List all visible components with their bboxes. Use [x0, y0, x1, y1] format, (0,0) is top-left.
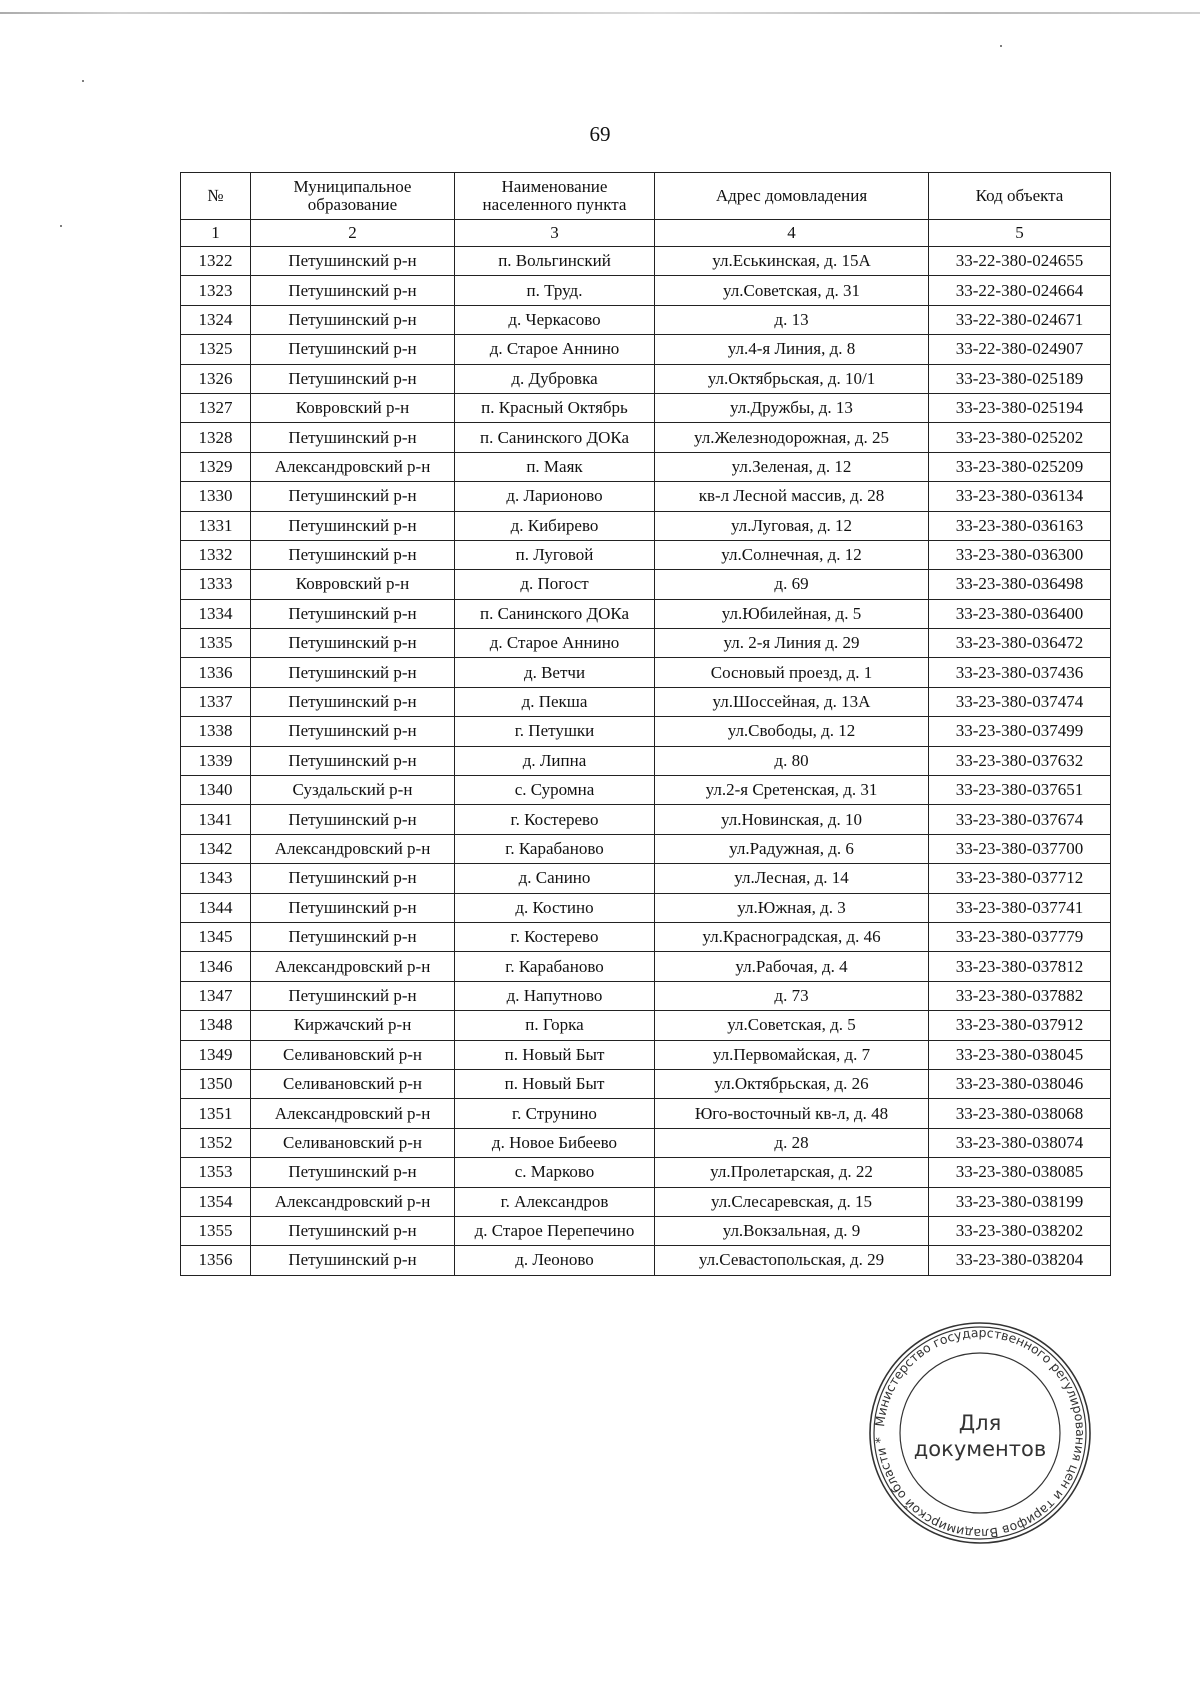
stamp-center-line1: Для: [958, 1411, 1002, 1435]
cell-number: 1327: [181, 393, 251, 422]
cell-settlement: п. Маяк: [455, 452, 655, 481]
cell-address: ул.Пролетарская, д. 22: [655, 1158, 929, 1187]
cell-number: 1328: [181, 423, 251, 452]
cell-number: 1339: [181, 746, 251, 775]
table-row: [181, 305, 1111, 334]
cell-number: 1331: [181, 511, 251, 540]
stamp-ring-text: Министерство государственного регулирования цен и тарифов Владимирской области *: [872, 1324, 1089, 1542]
cell-number: 1324: [181, 305, 251, 334]
cell-settlement: г. Костерево: [455, 922, 655, 951]
scan-speck: [60, 225, 62, 227]
cell-municipality: Петушинский р-н: [251, 540, 455, 569]
cell-address: Юго-восточный кв-л, д. 48: [655, 1099, 929, 1128]
cell-settlement: г. Петушки: [455, 717, 655, 746]
cell-address: ул.Южная, д. 3: [655, 893, 929, 922]
cell-municipality: Петушинский р-н: [251, 1216, 455, 1245]
cell-object-code: 33-23-380-025189: [929, 364, 1111, 393]
header-object-code: Код объекта: [929, 173, 1111, 220]
cell-object-code: 33-23-380-038074: [929, 1128, 1111, 1157]
cell-municipality: Петушинский р-н: [251, 746, 455, 775]
cell-municipality: Петушинский р-н: [251, 482, 455, 511]
cell-object-code: 33-23-380-037912: [929, 1011, 1111, 1040]
cell-object-code: 33-22-380-024671: [929, 305, 1111, 334]
cell-settlement: д. Старое Аннино: [455, 629, 655, 658]
cell-municipality: Петушинский р-н: [251, 687, 455, 716]
cell-municipality: Селивановский р-н: [251, 1128, 455, 1157]
cell-address: ул.Рабочая, д. 4: [655, 952, 929, 981]
cell-object-code: 33-23-380-036400: [929, 599, 1111, 628]
cell-address: ул.Зеленая, д. 12: [655, 452, 929, 481]
cell-settlement: п. Новый Быт: [455, 1040, 655, 1069]
cell-municipality: Петушинский р-н: [251, 423, 455, 452]
column-number-row: [181, 220, 1111, 247]
table-row: [181, 423, 1111, 452]
table-row: [181, 834, 1111, 863]
column-number: 5: [929, 220, 1111, 247]
cell-object-code: 33-23-380-038046: [929, 1069, 1111, 1098]
cell-municipality: Александровский р-н: [251, 452, 455, 481]
cell-number: 1344: [181, 893, 251, 922]
cell-settlement: д. Леоново: [455, 1246, 655, 1275]
cell-object-code: 33-23-380-025194: [929, 393, 1111, 422]
table-row: [181, 540, 1111, 569]
cell-object-code: 33-23-380-037779: [929, 922, 1111, 951]
cell-address: ул.Еськинская, д. 15А: [655, 247, 929, 276]
cell-municipality: Петушинский р-н: [251, 893, 455, 922]
cell-municipality: Александровский р-н: [251, 1099, 455, 1128]
stamp-center-line2: документов: [913, 1437, 1047, 1461]
column-number: 4: [655, 220, 929, 247]
table-row: [181, 1158, 1111, 1187]
cell-settlement: п. Труд.: [455, 276, 655, 305]
table-row: [181, 482, 1111, 511]
cell-number: 1343: [181, 864, 251, 893]
cell-number: 1341: [181, 805, 251, 834]
cell-address: ул. 2-я Линия д. 29: [655, 629, 929, 658]
cell-municipality: Петушинский р-н: [251, 805, 455, 834]
cell-municipality: Петушинский р-н: [251, 864, 455, 893]
cell-settlement: д. Дубровка: [455, 364, 655, 393]
table-row: [181, 1187, 1111, 1216]
cell-number: 1354: [181, 1187, 251, 1216]
header-address: Адрес домовладения: [655, 173, 929, 220]
cell-object-code: 33-23-380-038199: [929, 1187, 1111, 1216]
cell-municipality: Петушинский р-н: [251, 981, 455, 1010]
cell-object-code: 33-23-380-025209: [929, 452, 1111, 481]
cell-municipality: Александровский р-н: [251, 1187, 455, 1216]
cell-number: 1342: [181, 834, 251, 863]
table-row: [181, 1099, 1111, 1128]
cell-address: ул.Первомайская, д. 7: [655, 1040, 929, 1069]
cell-number: 1337: [181, 687, 251, 716]
cell-address: кв-л Лесной массив, д. 28: [655, 482, 929, 511]
scan-speck: [1000, 45, 1002, 47]
cell-address: д. 73: [655, 981, 929, 1010]
cell-settlement: д. Костино: [455, 893, 655, 922]
cell-address: ул.Свободы, д. 12: [655, 717, 929, 746]
cell-address: ул.Солнечная, д. 12: [655, 540, 929, 569]
cell-address: ул.Шоссейная, д. 13А: [655, 687, 929, 716]
table-row: [181, 687, 1111, 716]
cell-number: 1346: [181, 952, 251, 981]
cell-object-code: 33-23-380-037712: [929, 864, 1111, 893]
cell-municipality: Петушинский р-н: [251, 276, 455, 305]
cell-settlement: п. Санинского ДОКа: [455, 423, 655, 452]
cell-municipality: Петушинский р-н: [251, 629, 455, 658]
cell-settlement: с. Суромна: [455, 776, 655, 805]
cell-settlement: д. Погост: [455, 570, 655, 599]
cell-municipality: Селивановский р-н: [251, 1040, 455, 1069]
table-row: [181, 1040, 1111, 1069]
table-row: [181, 1011, 1111, 1040]
cell-object-code: 33-23-380-037741: [929, 893, 1111, 922]
cell-municipality: Петушинский р-н: [251, 364, 455, 393]
header-row: [181, 173, 1111, 220]
table-row: [181, 952, 1111, 981]
cell-number: 1329: [181, 452, 251, 481]
cell-number: 1325: [181, 335, 251, 364]
cell-settlement: п. Красный Октябрь: [455, 393, 655, 422]
cell-object-code: 33-22-380-024664: [929, 276, 1111, 305]
stamp-center-text: [913, 1410, 1047, 1462]
table-row: [181, 1069, 1111, 1098]
cell-object-code: 33-23-380-037436: [929, 658, 1111, 687]
cell-municipality: Александровский р-н: [251, 834, 455, 863]
cell-address: ул.Красноградская, д. 46: [655, 922, 929, 951]
cell-municipality: Александровский р-н: [251, 952, 455, 981]
table-row: [181, 393, 1111, 422]
cell-number: 1333: [181, 570, 251, 599]
cell-object-code: 33-23-380-037882: [929, 981, 1111, 1010]
table-row: [181, 658, 1111, 687]
object-registry-table: [180, 172, 1111, 1276]
cell-object-code: 33-23-380-025202: [929, 423, 1111, 452]
cell-municipality: Петушинский р-н: [251, 717, 455, 746]
cell-settlement: д. Кибирево: [455, 511, 655, 540]
cell-address: ул.Лесная, д. 14: [655, 864, 929, 893]
cell-address: ул.Радужная, д. 6: [655, 834, 929, 863]
cell-municipality: Петушинский р-н: [251, 922, 455, 951]
cell-object-code: 33-23-380-037700: [929, 834, 1111, 863]
cell-number: 1350: [181, 1069, 251, 1098]
cell-municipality: Петушинский р-н: [251, 247, 455, 276]
cell-number: 1336: [181, 658, 251, 687]
cell-object-code: 33-23-380-036300: [929, 540, 1111, 569]
cell-address: ул.Вокзальная, д. 9: [655, 1216, 929, 1245]
cell-object-code: 33-23-380-036472: [929, 629, 1111, 658]
cell-settlement: п. Санинского ДОКа: [455, 599, 655, 628]
cell-municipality: Петушинский р-н: [251, 511, 455, 540]
cell-municipality: Петушинский р-н: [251, 599, 455, 628]
cell-settlement: п. Вольгинский: [455, 247, 655, 276]
cell-municipality: Ковровский р-н: [251, 393, 455, 422]
cell-object-code: 33-22-380-024907: [929, 335, 1111, 364]
cell-object-code: 33-23-380-037674: [929, 805, 1111, 834]
table-row: [181, 629, 1111, 658]
cell-number: 1335: [181, 629, 251, 658]
cell-object-code: 33-23-380-037812: [929, 952, 1111, 981]
cell-settlement: д. Новое Бибеево: [455, 1128, 655, 1157]
column-number: 1: [181, 220, 251, 247]
column-number: 3: [455, 220, 655, 247]
cell-address: ул.Октябрьская, д. 26: [655, 1069, 929, 1098]
cell-settlement: д. Липна: [455, 746, 655, 775]
cell-settlement: п. Горка: [455, 1011, 655, 1040]
table-row: [181, 452, 1111, 481]
cell-number: 1323: [181, 276, 251, 305]
cell-address: ул.Дружбы, д. 13: [655, 393, 929, 422]
cell-object-code: 33-22-380-024655: [929, 247, 1111, 276]
cell-object-code: 33-23-380-037651: [929, 776, 1111, 805]
page-number: 69: [589, 122, 611, 146]
cell-municipality: Петушинский р-н: [251, 658, 455, 687]
cell-address: ул.Советская, д. 5: [655, 1011, 929, 1040]
cell-municipality: Киржачский р-н: [251, 1011, 455, 1040]
cell-number: 1348: [181, 1011, 251, 1040]
cell-settlement: с. Марково: [455, 1158, 655, 1187]
cell-settlement: д. Ларионово: [455, 482, 655, 511]
cell-number: 1326: [181, 364, 251, 393]
header-municipality: Муниципальное образование: [251, 173, 455, 220]
cell-address: д. 69: [655, 570, 929, 599]
cell-object-code: 33-23-380-037499: [929, 717, 1111, 746]
cell-number: 1332: [181, 540, 251, 569]
cell-municipality: Ковровский р-н: [251, 570, 455, 599]
cell-number: 1352: [181, 1128, 251, 1157]
cell-municipality: Петушинский р-н: [251, 1246, 455, 1275]
cell-settlement: г. Струнино: [455, 1099, 655, 1128]
cell-address: д. 80: [655, 746, 929, 775]
cell-address: ул.Новинская, д. 10: [655, 805, 929, 834]
cell-object-code: 33-23-380-036498: [929, 570, 1111, 599]
table-row: [181, 981, 1111, 1010]
table-row: [181, 746, 1111, 775]
cell-settlement: п. Новый Быт: [455, 1069, 655, 1098]
cell-address: ул.Севастопольская, д. 29: [655, 1246, 929, 1275]
header-settlement: Наименование населенного пункта: [455, 173, 655, 220]
cell-number: 1349: [181, 1040, 251, 1069]
cell-object-code: 33-23-380-038202: [929, 1216, 1111, 1245]
cell-number: 1330: [181, 482, 251, 511]
cell-number: 1347: [181, 981, 251, 1010]
table-row: [181, 864, 1111, 893]
scan-speck: [82, 80, 84, 82]
table-row: [181, 599, 1111, 628]
cell-number: 1351: [181, 1099, 251, 1128]
cell-settlement: г. Александров: [455, 1187, 655, 1216]
cell-object-code: 33-23-380-037632: [929, 746, 1111, 775]
cell-number: 1334: [181, 599, 251, 628]
table-row: [181, 805, 1111, 834]
cell-number: 1345: [181, 922, 251, 951]
cell-number: 1356: [181, 1246, 251, 1275]
cell-number: 1322: [181, 247, 251, 276]
table-row: [181, 1246, 1111, 1275]
cell-municipality: Селивановский р-н: [251, 1069, 455, 1098]
cell-address: д. 28: [655, 1128, 929, 1157]
cell-address: ул.Слесаревская, д. 15: [655, 1187, 929, 1216]
table-row: [181, 922, 1111, 951]
cell-address: ул.Железнодорожная, д. 25: [655, 423, 929, 452]
column-number: 2: [251, 220, 455, 247]
cell-settlement: г. Карабаново: [455, 834, 655, 863]
cell-settlement: п. Луговой: [455, 540, 655, 569]
cell-settlement: д. Ветчи: [455, 658, 655, 687]
cell-settlement: д. Пекша: [455, 687, 655, 716]
cell-number: 1355: [181, 1216, 251, 1245]
table-row: [181, 1128, 1111, 1157]
cell-municipality: Суздальский р-н: [251, 776, 455, 805]
table-row: [181, 776, 1111, 805]
cell-settlement: д. Старое Аннино: [455, 335, 655, 364]
cell-settlement: г. Костерево: [455, 805, 655, 834]
table-row: [181, 364, 1111, 393]
table-row: [181, 717, 1111, 746]
table-row: [181, 893, 1111, 922]
cell-settlement: д. Старое Перепечино: [455, 1216, 655, 1245]
table-row: [181, 276, 1111, 305]
cell-address: ул.4-я Линия, д. 8: [655, 335, 929, 364]
cell-object-code: 33-23-380-038068: [929, 1099, 1111, 1128]
cell-settlement: д. Напутново: [455, 981, 655, 1010]
cell-number: 1338: [181, 717, 251, 746]
cell-address: ул.Октябрьская, д. 10/1: [655, 364, 929, 393]
cell-address: ул.Советская, д. 31: [655, 276, 929, 305]
cell-settlement: д. Черкасово: [455, 305, 655, 334]
cell-address: Сосновый проезд, д. 1: [655, 658, 929, 687]
cell-object-code: 33-23-380-038204: [929, 1246, 1111, 1275]
cell-object-code: 33-23-380-036134: [929, 482, 1111, 511]
table-row: [181, 335, 1111, 364]
cell-object-code: 33-23-380-036163: [929, 511, 1111, 540]
cell-number: 1340: [181, 776, 251, 805]
cell-object-code: 33-23-380-038045: [929, 1040, 1111, 1069]
table-row: [181, 511, 1111, 540]
cell-object-code: 33-23-380-037474: [929, 687, 1111, 716]
header-number: №: [181, 173, 251, 220]
cell-settlement: г. Карабаново: [455, 952, 655, 981]
cell-settlement: д. Санино: [455, 864, 655, 893]
cell-municipality: Петушинский р-н: [251, 305, 455, 334]
cell-address: ул.Юбилейная, д. 5: [655, 599, 929, 628]
cell-number: 1353: [181, 1158, 251, 1187]
cell-address: ул.2-я Сретенская, д. 31: [655, 776, 929, 805]
table-row: [181, 1216, 1111, 1245]
scan-edge-line: [0, 12, 1200, 14]
cell-address: ул.Луговая, д. 12: [655, 511, 929, 540]
cell-address: д. 13: [655, 305, 929, 334]
cell-municipality: Петушинский р-н: [251, 335, 455, 364]
cell-municipality: Петушинский р-н: [251, 1158, 455, 1187]
table-row: [181, 247, 1111, 276]
cell-object-code: 33-23-380-038085: [929, 1158, 1111, 1187]
table-row: [181, 570, 1111, 599]
